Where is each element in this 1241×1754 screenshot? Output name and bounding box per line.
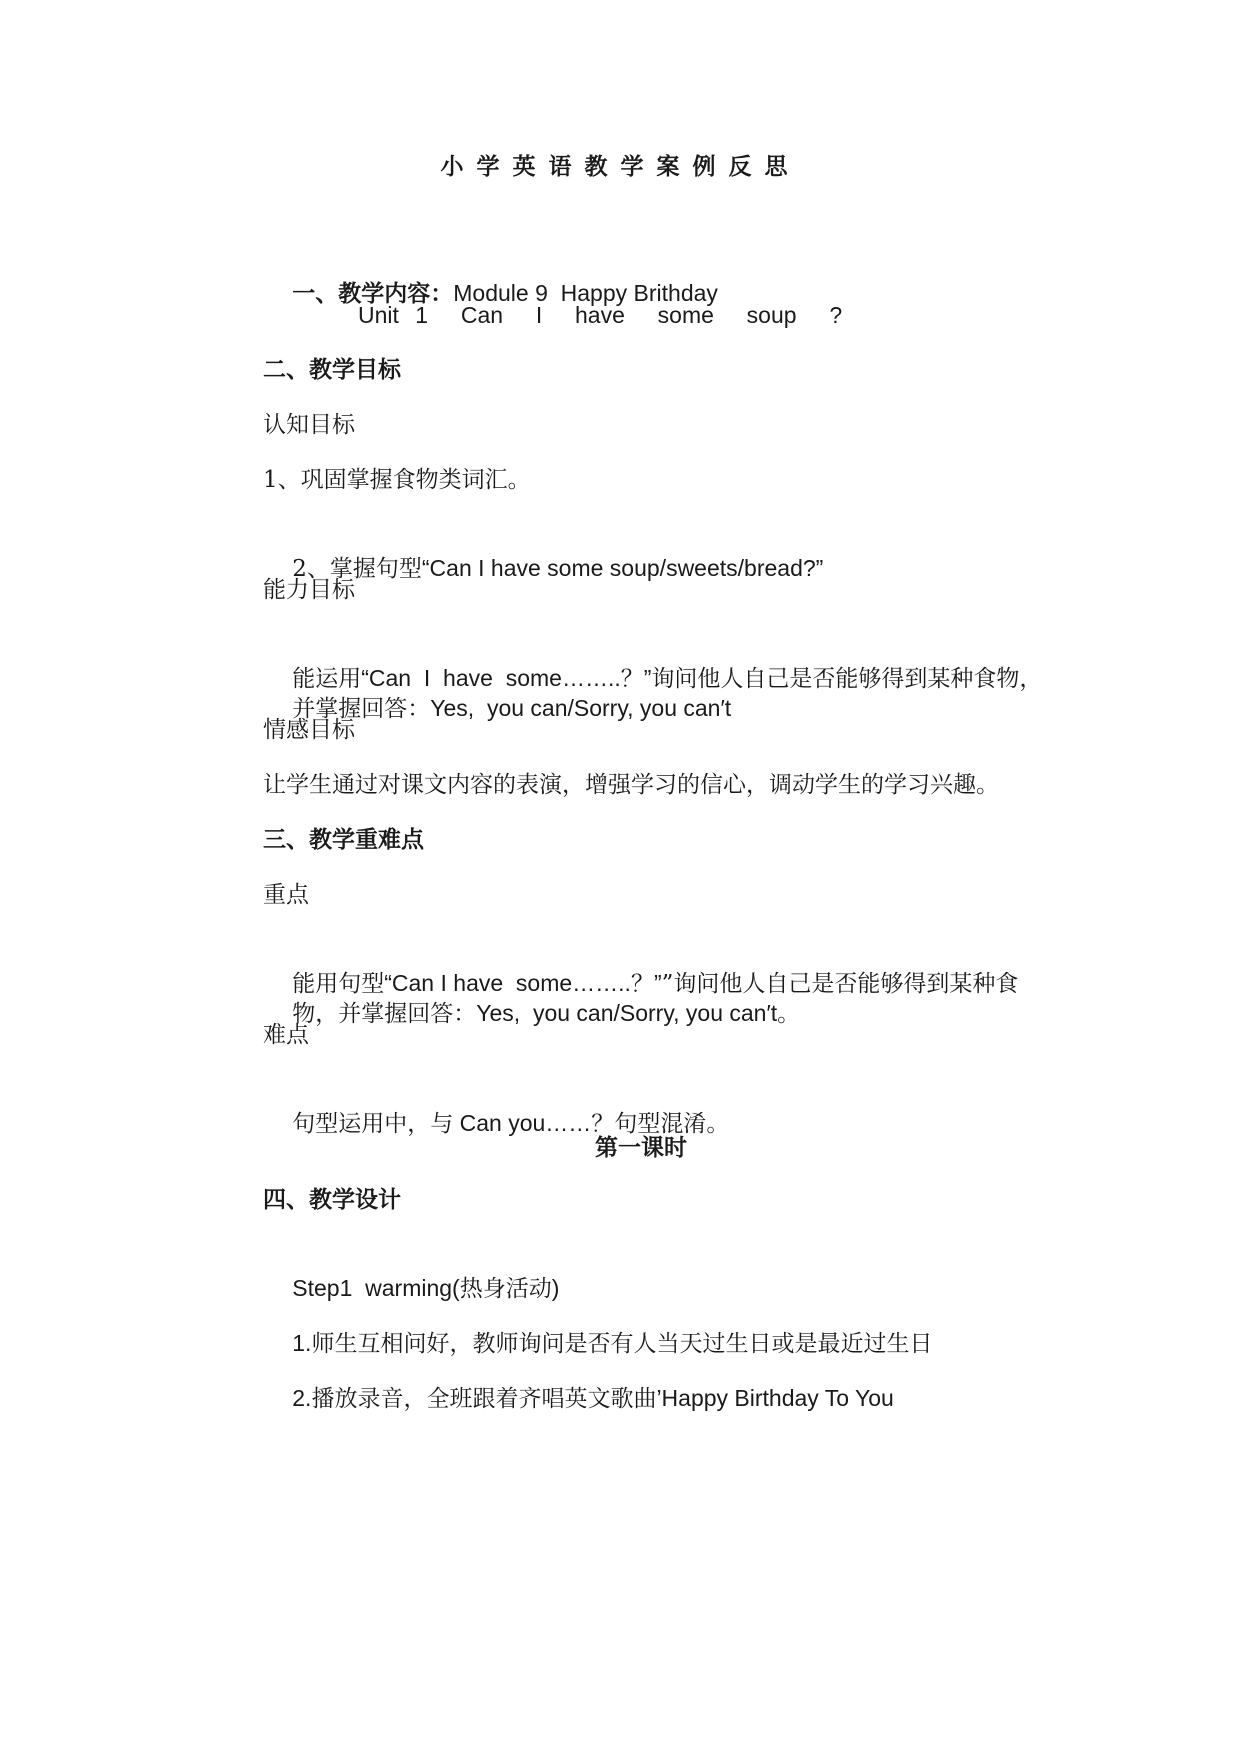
cognitive-item-2-text: “Can I have some soup/sweets/bread?” (421, 555, 824, 581)
section2-heading: 二、教学目标 (263, 357, 401, 383)
ability-line-2-prefix: 并掌握回答： (292, 696, 431, 722)
page-title: 小学英语教学案例反思 (440, 154, 801, 180)
emotion-goal-label: 情感目标 (263, 717, 355, 743)
key-point-label: 重点 (263, 882, 309, 908)
section3-heading: 三、教学重难点 (263, 827, 424, 853)
difficult-point-en: Can you……？ (453, 1110, 615, 1136)
key-point-line-1-prefix: 能用句型 (292, 971, 385, 997)
key-point-line-1-en: “Can I have some……..？” (384, 970, 662, 996)
section1-heading: 一、教学内容： (292, 281, 454, 307)
difficult-point-label: 难点 (263, 1022, 309, 1048)
key-point-line-2-prefix: 物，并掌握回答： (292, 1001, 477, 1027)
design-item-1-num: 1. (292, 1330, 312, 1356)
ability-line-1-prefix: 能运用 (292, 666, 362, 692)
key-point-line-2 (263, 964, 800, 1064)
ability-line-1-en: “Can I have some……..？” (361, 665, 652, 691)
design-item-1-text: 师生互相问好，教师询问是否有人当天过生日或是最近过生日 (311, 1331, 933, 1357)
ability-line-1-suffix: 询问他人自己是否能够得到某种食物， (651, 666, 1043, 692)
cognitive-item-2-prefix: 2、掌握句型 (292, 556, 422, 582)
ability-goal-label: 能力目标 (263, 577, 355, 603)
difficult-point-suffix: 句型混淆。 (614, 1111, 730, 1137)
step1-cn: 热身活动 (459, 1276, 552, 1302)
step1-close: ) (551, 1275, 560, 1301)
module-title: Module 9 Happy Brithday (453, 280, 718, 306)
key-point-line-2-en: Yes, you can/Sorry, you can′t (476, 1000, 778, 1026)
difficult-point-prefix: 句型运用中，与 (292, 1111, 454, 1137)
key-point-line-2-suffix: 。 (777, 1001, 801, 1027)
cognitive-item-1: 1、巩固掌握食物类词汇。 (263, 467, 531, 493)
key-point-line-1-suffix: ”询问他人自己是否能够得到某种食 (661, 971, 1019, 997)
design-item-2-en: ’Happy Birthday To You (656, 1385, 894, 1411)
ability-line-2-en: Yes, you can/Sorry, you can′t (430, 695, 732, 721)
design-item-2-text: 播放录音，全班跟着齐唱英文歌曲 (311, 1386, 657, 1412)
unit-title: Unit 1 Can I have some soup ? (358, 302, 843, 328)
lesson-title: 第一课时 (595, 1135, 687, 1161)
cognitive-goal-label: 认知目标 (263, 412, 355, 438)
step1-en: Step1 warming( (292, 1275, 460, 1301)
emotion-goal-text: 让学生通过对课文内容的表演，增强学习的信心，调动学生的学习兴趣。 (263, 772, 999, 798)
section4-heading: 四、教学设计 (263, 1187, 401, 1213)
design-item-2-num: 2. (292, 1385, 312, 1411)
design-item-2 (263, 1349, 894, 1449)
